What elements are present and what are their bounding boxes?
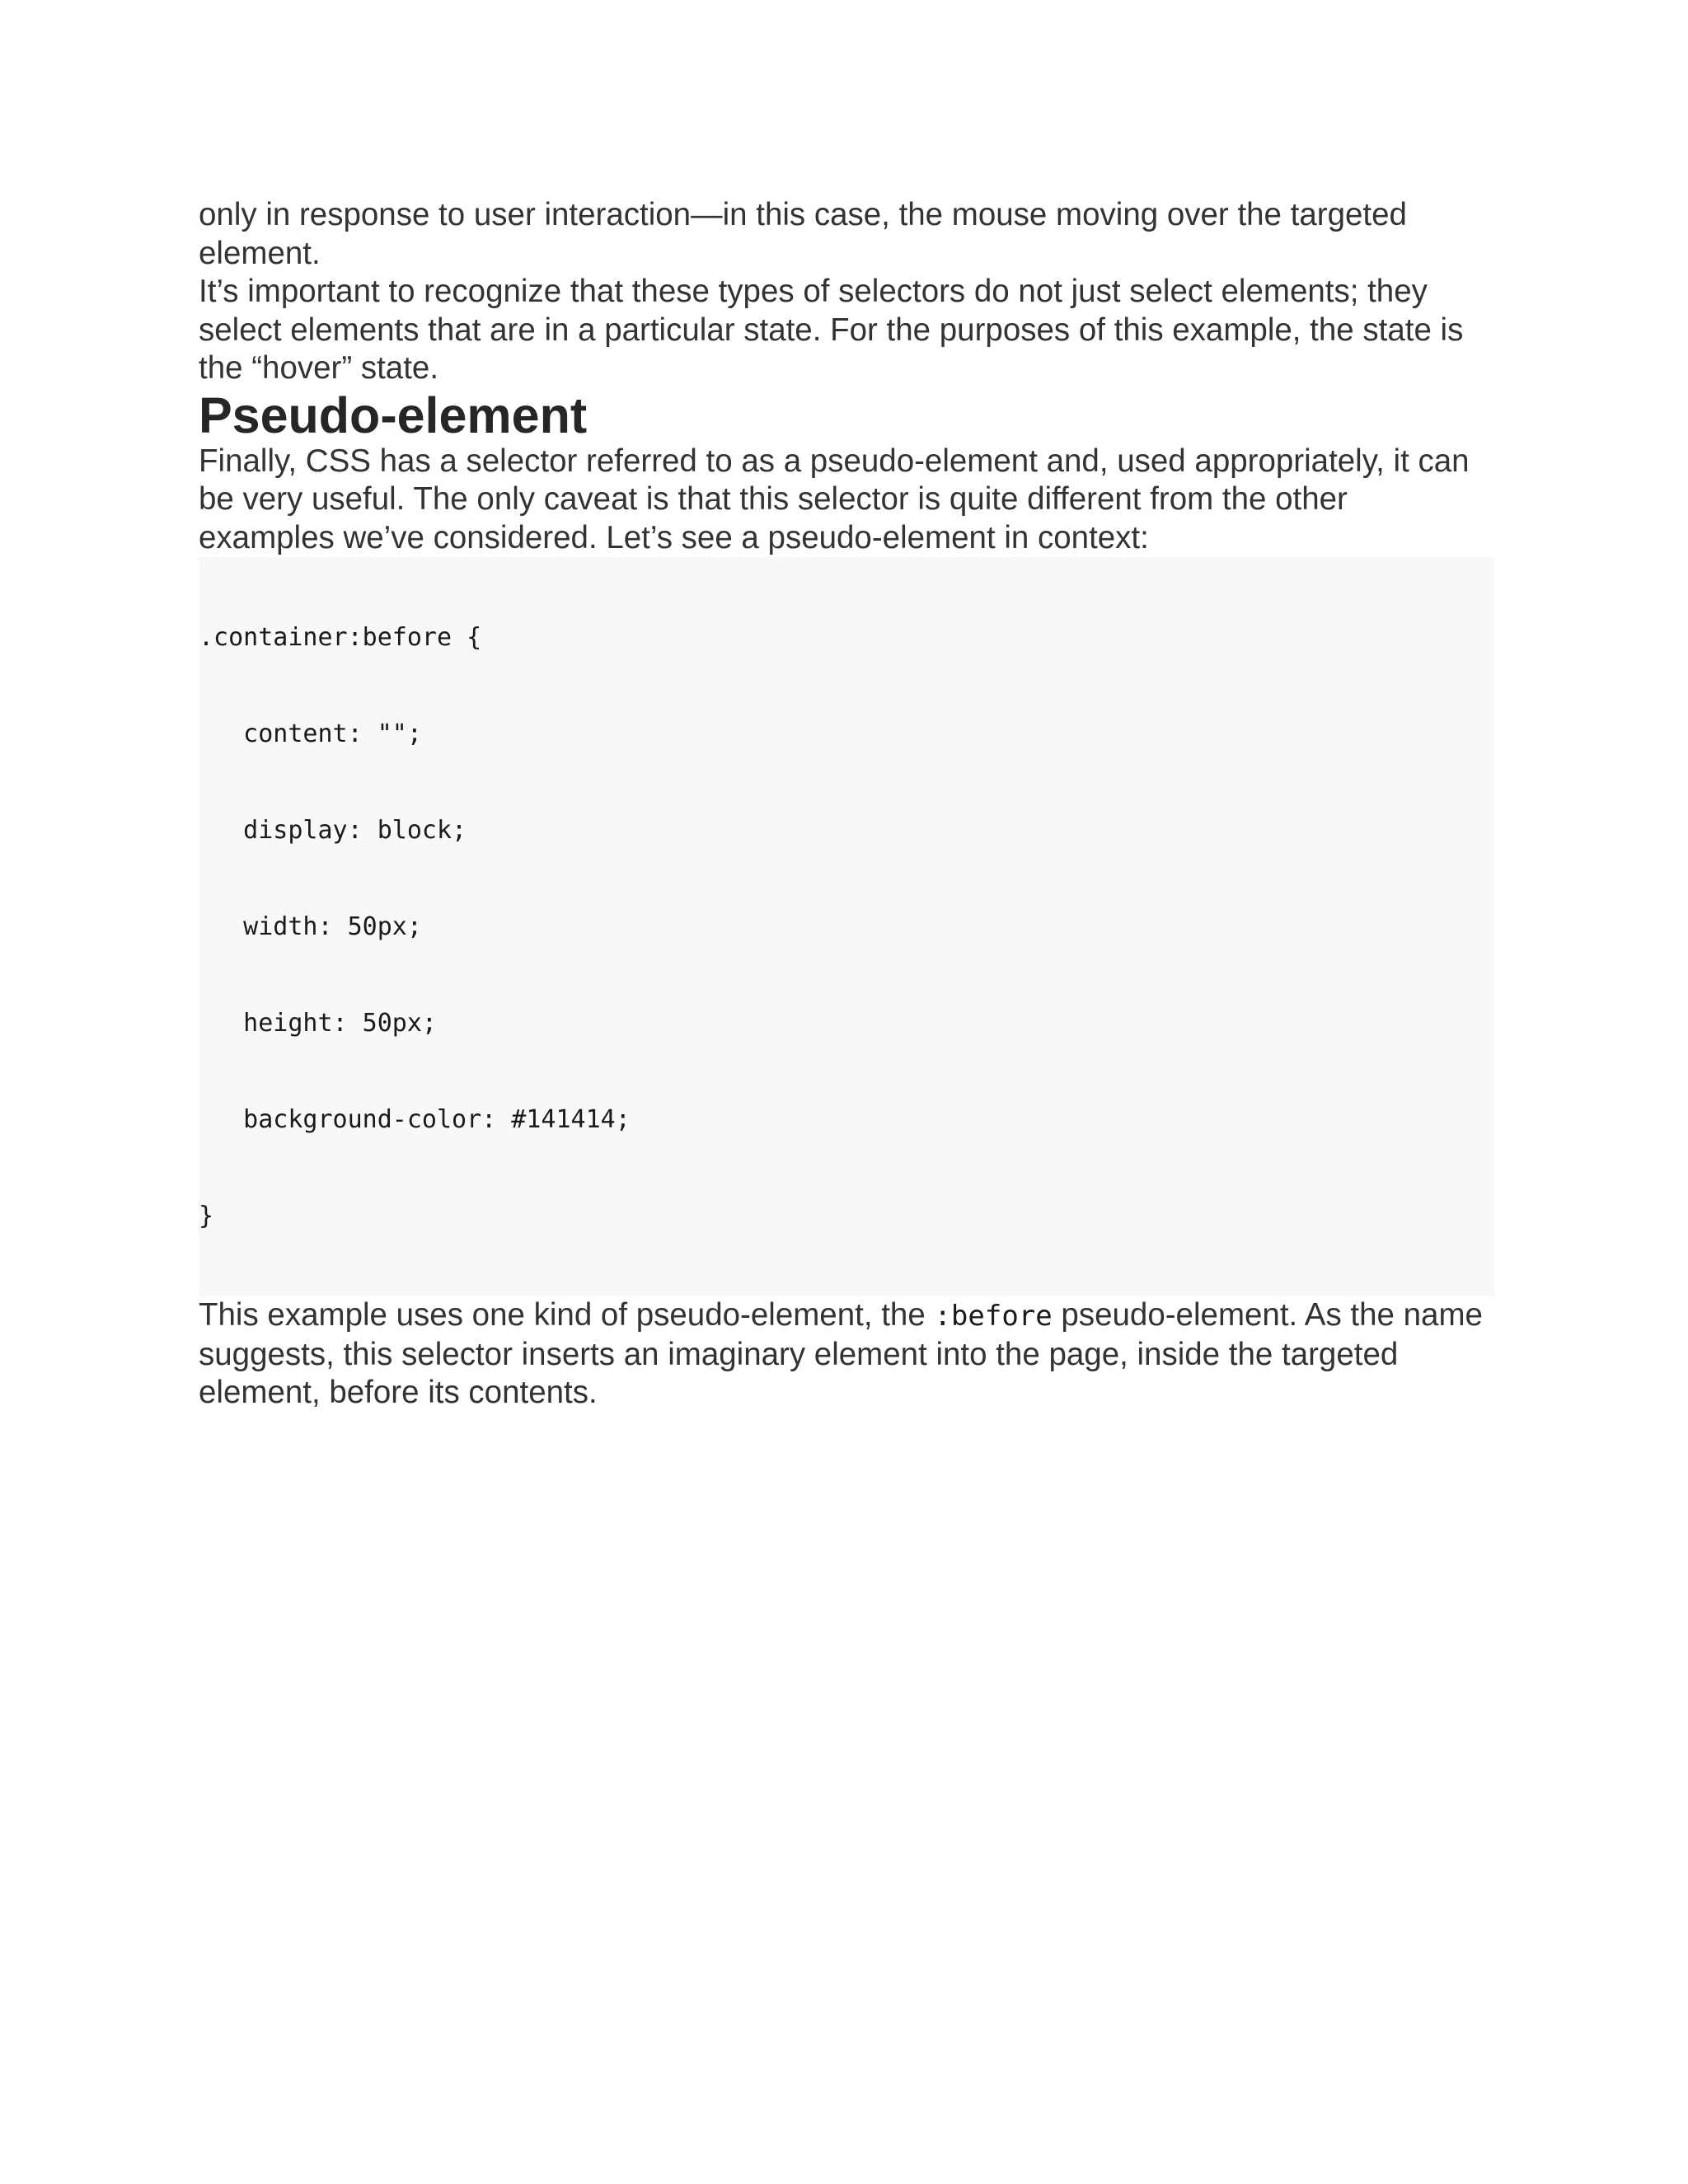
code-line: content: ""; (199, 719, 422, 748)
section-heading: Pseudo-element (199, 387, 588, 443)
inline-code: :before (934, 1300, 1053, 1333)
code-line: .container:before { (199, 623, 482, 652)
paragraph-before-explanation (199, 1296, 1491, 1413)
paragraph-hover-intro: only in response to user interaction—in this case, the mouse moving over the targeted element. (199, 197, 1407, 271)
code-line: background-color: #141414; (199, 1105, 631, 1134)
code-block (199, 557, 1494, 1296)
code-line: } (199, 1202, 214, 1230)
document-page (199, 196, 1491, 1413)
paragraph-text: pseudo-element. As the name suggests, this selector inserts an imaginary element into the page, inside the targeted element, before its contents. (199, 1297, 1483, 1410)
paragraph-pseudo-element-intro: Finally, CSS has a selector referred to as a pseudo-element and, used appropriately, it can be very useful. The only caveat is that this selector is quite different from the other examples we’ve considered. Let’s see a pseudo-element in context: (199, 443, 1470, 555)
code-line: height: 50px; (199, 1009, 437, 1038)
paragraph-hover-state: It’s important to recognize that these types of selectors do not just select elements; they select elements that are in a particular state. For the purposes of this example, the state is the “hover” state. (199, 274, 1464, 386)
paragraph-text: This example uses one kind of pseudo-element, the (199, 1297, 935, 1333)
code-line: width: 50px; (199, 912, 422, 941)
code-line: display: block; (199, 816, 467, 845)
